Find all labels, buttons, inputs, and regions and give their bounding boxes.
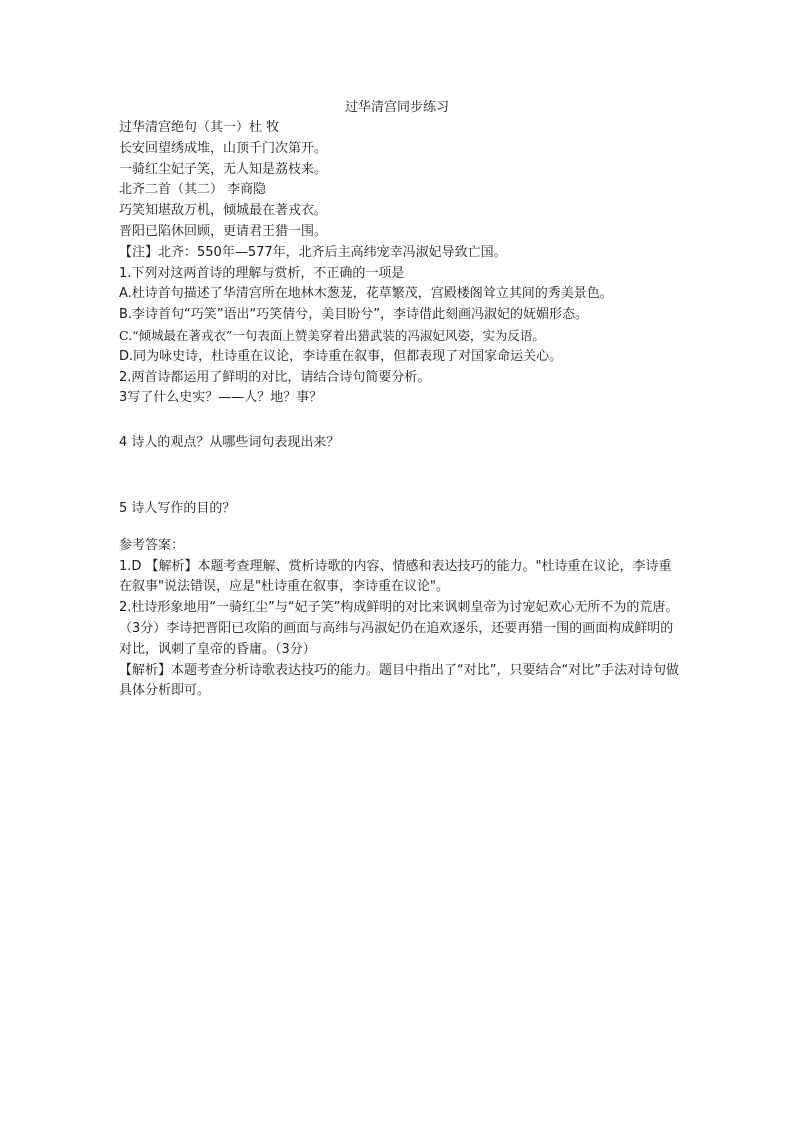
poem1-heading: 过华清宫绝句（其一）杜 牧 (119, 120, 280, 135)
question-1-option-b: B.李诗首句“巧笑”语出“巧笑倩兮，美目盼兮”，李诗借此刻画冯淑妃的妩媚形态。 (119, 307, 588, 323)
question-1-option-a: A.杜诗首句描述了华清宫所在地林木葱茏，花草繁茂，宫殿楼阁耸立其间的秀美景色。 (119, 286, 613, 302)
poem1-line: 一骑红尘妃子笑，无人知是荔枝来。 (119, 161, 328, 177)
poem2-line: 晋阳已陷休回顾，更请君王猎一围。 (119, 223, 328, 239)
question-5: 5 诗人写作的目的？ (119, 500, 236, 516)
answer-analysis: 【解析】本题考查分析诗歌表达技巧的能力。题目中指出了“对比”，只要结合“对比”手法对诗句做具体分析即可。 (119, 662, 679, 699)
poem2-line: 巧笑知堪敌万机，倾城最在著戎衣。 (119, 203, 328, 219)
question-2: 2.两首诗都运用了鲜明的对比，请结合诗句简要分析。 (119, 369, 431, 385)
question-3: 3写了什么史实？——人？地？事？ (119, 390, 323, 406)
document-title: 过华清宫同步练习 (344, 100, 449, 115)
poem-note: 【注】北齐：550年—577年，北齐后主高纬宠幸冯淑妃导致亡国。 (119, 244, 507, 260)
answer-1: 1.D 【解析】本题考查理解、赏析诗歌的内容、情感和表达技巧的能力。"杜诗重在议论，李诗重在叙事"说法错误，应是"杜诗重在叙事，李诗重在议论"。 (119, 558, 672, 595)
poem2-heading: 北齐二首（其二） 李商隐 (119, 182, 267, 198)
answer-2: 2.杜诗形象地用“一骑红尘”与“妃子笑”构成鲜明的对比来讽刺皇帝为讨宠妃欢心无所不为的荒唐。（3分）李诗把晋阳已攻陷的画面与高纬与冯淑妃仍在追欢逐乐，还要再猎一围的画面构成鲜明的对比，讽刺了皇帝的昏庸。（3分） (119, 600, 679, 657)
question-4: 4 诗人的观点？从哪些词句表现出来？ (119, 435, 340, 451)
question-1-option-d: D.同为咏史诗，杜诗重在议论，李诗重在叙事，但都表现了对国家命运关心。 (119, 348, 563, 364)
question-1: 1.下列对这两首诗的理解与赏析，不正确的一项是 (119, 265, 405, 281)
answers-heading: 参考答案： (119, 537, 185, 553)
poem1-line: 长安回望绣成堆，山顶千门次第开。 (119, 140, 328, 156)
document-body (119, 118, 679, 702)
question-1-option-c: C.“倾城最在著戎衣”一句表面上赞美穿着出猎武装的冯淑妃风姿，实为反语。 (119, 327, 545, 343)
